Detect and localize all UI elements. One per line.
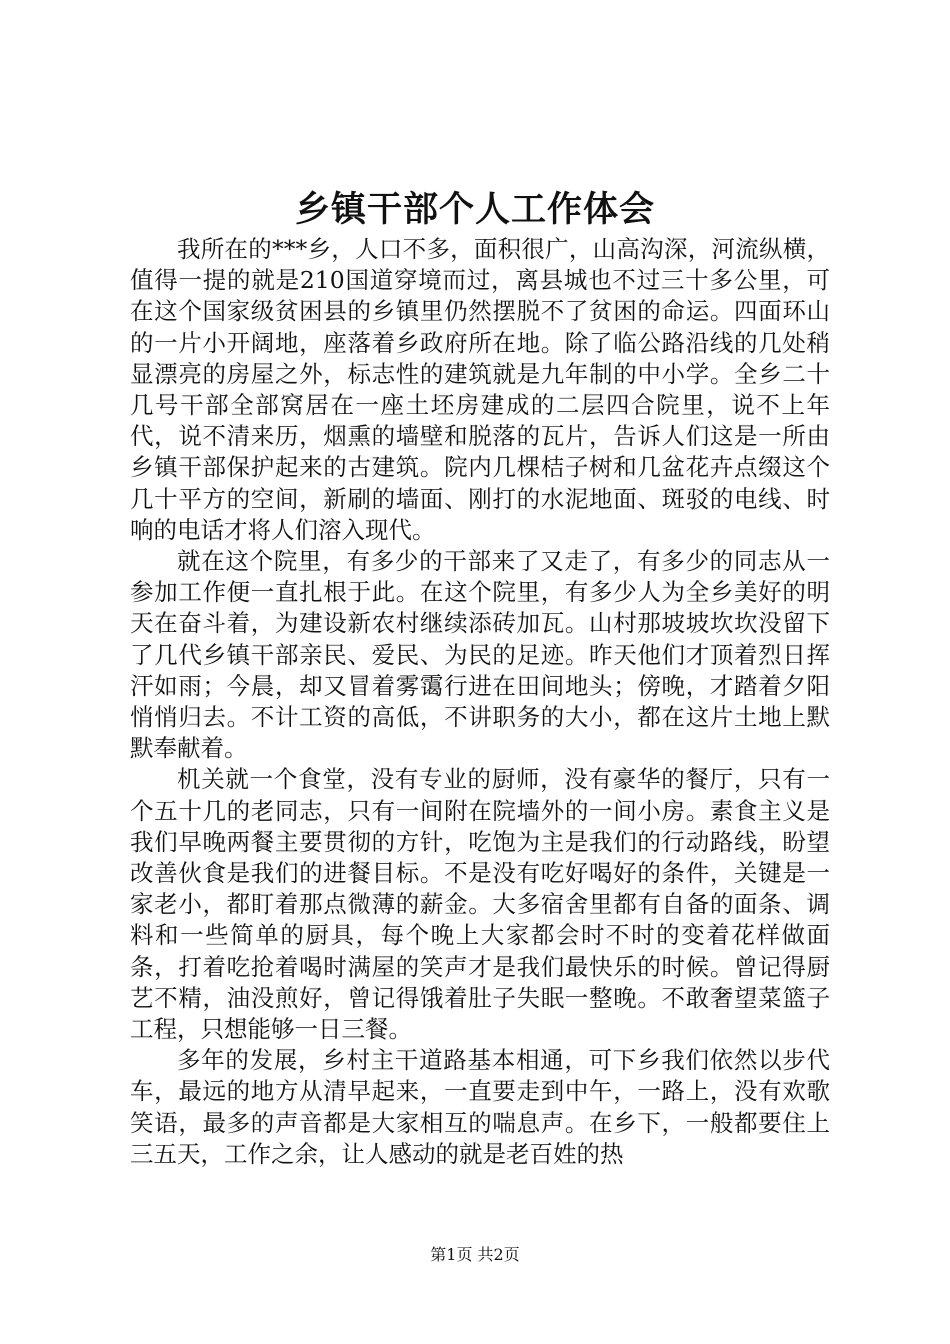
paragraph-4: 多年的发展，乡村主干道路基本相通，可下乡我们依然以步代车，最远的地方从清早起来，一直要走到中午，一路上，没有欢歌笑语，最多的声音都是大家相互的喘息声。在乡下，一般都要住上三五天，工作之余，让人感动的就是老百姓的热 <box>130 1046 830 1168</box>
page-number: 第1页 共2页 <box>430 1245 520 1264</box>
paragraph-2: 就在这个院里，有多少的干部来了又走了，有多少的同志从一参加工作便一直扎根于此。在这个院里，有多少人为全乡美好的明天在奋斗着，为建设新农村继续添砖加瓦。山村那坡坡坎坎没留下了几代乡镇干部亲民、爱民、为民的足迹。昨天他们才顶着烈日挥汗如雨；今晨，却又冒着雾霭行进在田间地头；傍晚，才踏着夕阳悄悄归去。不计工资的高低，不讲职务的大小，都在这片土地上默默奉献着。 <box>130 547 830 763</box>
document-title: 乡镇干部个人工作体会 <box>294 189 655 230</box>
document-body <box>130 234 830 1170</box>
paragraph-3: 机关就一个食堂，没有专业的厨师，没有豪华的餐厅，只有一个五十几的老同志，只有一间附在院墙外的一间小房。素食主义是我们早晚两餐主要贯彻的方针，吃饱为主是我们的行动路线，盼望改善伙食是我们的进餐目标。不是没有吃好喝好的条件，关键是一家老小，都盯着那点微薄的薪金。大多宿舍里都有自备的面条、调料和一些简单的厨具，每个晚上大家都会时不时的变着花样做面条，打着吃抢着喝时满屋的笑声才是我们最快乐的时候。曾记得厨艺不精，油没煎好，曾记得饿着肚子失眠一整晚。不敢奢望菜篮子工程，只想能够一日三餐。 <box>130 765 830 1044</box>
paragraph-1: 我所在的***乡，人口不多，面积很广，山高沟深，河流纵横，值得一提的就是210国道穿境而过，离县城也不过三十多公里，可在这个国家级贫困县的乡镇里仍然摆脱不了贫困的命运。四面环山的一片小开阔地，座落着乡政府所在地。除了临公路沿线的几处稍显漂亮的房屋之外，标志性的建筑就是九年制的中小学。全乡二十几号干部全部窝居在一座土坯房建成的二层四合院里，说不上年代，说不清来历，烟熏的墙壁和脱落的瓦片，告诉人们这是一所由乡镇干部保护起来的古建筑。院内几棵桔子树和几盆花卉点缀这个几十平方的空间，新刷的墙面、刚打的水泥地面、斑驳的电线、时响的电话才将人们溶入现代。 <box>130 235 830 544</box>
